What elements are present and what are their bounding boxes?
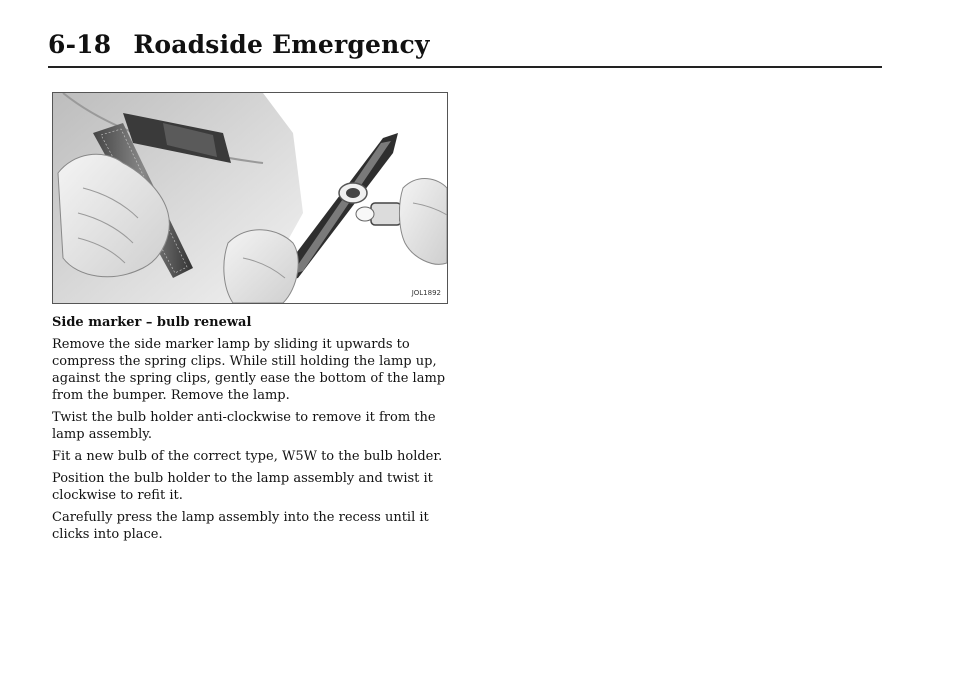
lower-hand [224, 230, 298, 303]
paragraph: Position the bulb holder to the lamp assembly and twist it clockwise to refit it. [52, 471, 433, 503]
illustration-drawing [53, 93, 447, 303]
figure-reference: JOL1892 [411, 289, 441, 297]
paragraph: Twist the bulb holder anti-clockwise to remove it from the lamp assembly. [52, 410, 436, 442]
section-content [52, 314, 462, 548]
page-title: Roadside Emergency [133, 30, 430, 59]
header-rule [48, 66, 882, 68]
right-hand [399, 179, 447, 265]
section-title: Side marker – bulb renewal [52, 315, 252, 330]
paragraph: Remove the side marker lamp by sliding it upwards to compress the spring clips. While still holding the lamp up, against the spring clips, gently ease the bottom of the lamp from the bumper. Remove the lamp. [52, 337, 446, 403]
page-header [48, 30, 430, 59]
paragraph: Fit a new bulb of the correct type, W5W to the bulb holder. [52, 449, 443, 464]
paragraph: Carefully press the lamp assembly into the recess until it clicks into place. [52, 510, 429, 542]
w5w-bulb [356, 207, 374, 221]
bulb-renewal-illustration [52, 92, 448, 304]
page-number: 6-18 [48, 30, 112, 59]
